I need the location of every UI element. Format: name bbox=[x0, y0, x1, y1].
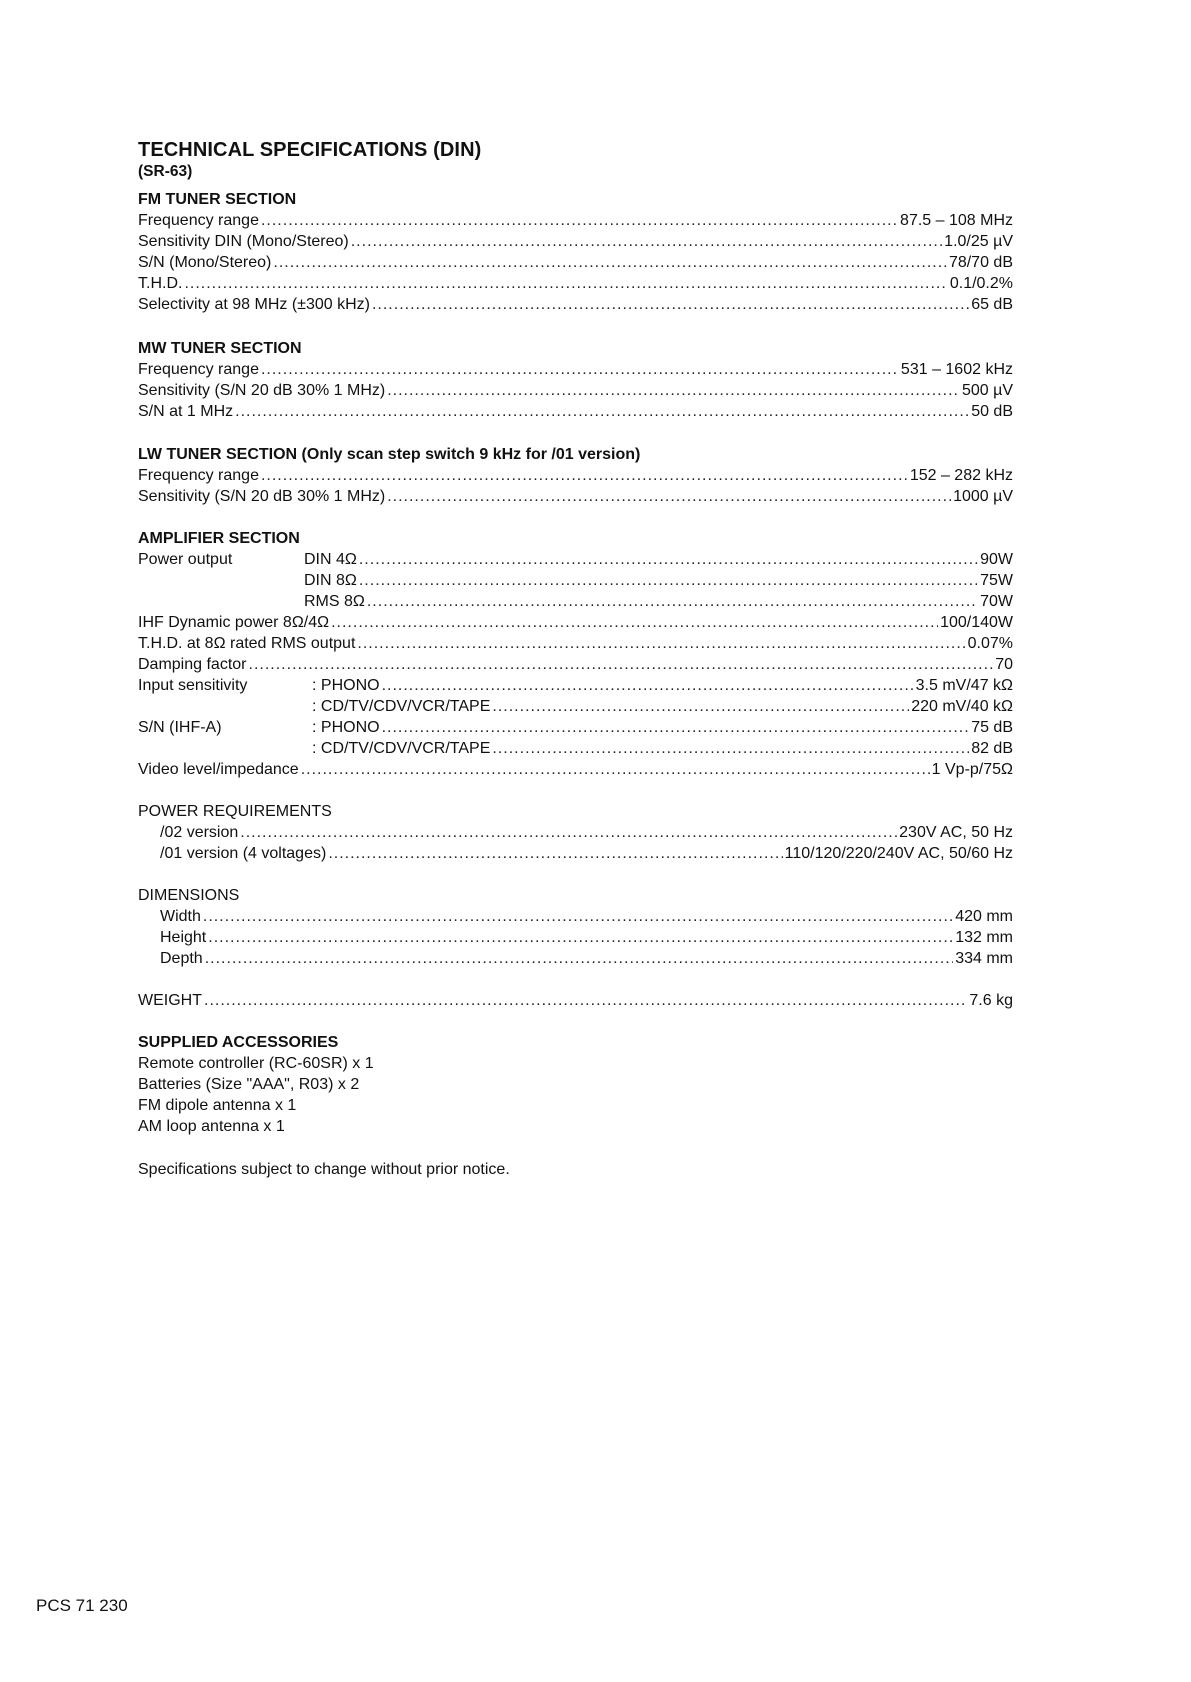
spec-row bbox=[138, 570, 1013, 591]
spec-row bbox=[138, 759, 1013, 780]
spec-row bbox=[138, 906, 1013, 927]
leader-dots bbox=[261, 210, 898, 231]
spec-label: Frequency range bbox=[138, 361, 259, 378]
spec-value: 220 mV/40 kΩ bbox=[911, 698, 1013, 715]
input-sensitivity-label: Input sensitivity bbox=[138, 677, 248, 694]
spec-value: 82 dB bbox=[971, 740, 1013, 757]
amplifier-section bbox=[138, 528, 1013, 780]
spec-value: 70W bbox=[980, 593, 1013, 610]
spec-value: 7.6 kg bbox=[969, 992, 1013, 1009]
spec-label: DIN 8Ω bbox=[304, 572, 357, 589]
leader-dots bbox=[249, 654, 994, 675]
spec-value: 132 mm bbox=[955, 929, 1013, 946]
spec-row bbox=[138, 359, 1013, 380]
spec-row bbox=[138, 294, 1013, 315]
spec-label: Width bbox=[160, 908, 201, 925]
leader-dots bbox=[235, 401, 969, 422]
spec-row bbox=[138, 990, 1013, 1011]
power-output-label: Power output bbox=[138, 551, 233, 568]
accessories-section bbox=[138, 1032, 1013, 1137]
spec-value: 87.5 – 108 MHz bbox=[900, 212, 1013, 229]
spec-label: Sensitivity (S/N 20 dB 30% 1 MHz) bbox=[138, 382, 386, 399]
spec-label: RMS 8Ω bbox=[304, 593, 365, 610]
leader-dots bbox=[273, 252, 947, 273]
leader-dots bbox=[205, 948, 954, 969]
leader-dots bbox=[367, 591, 978, 612]
page-title: TECHNICAL SPECIFICATIONS (DIN) bbox=[138, 139, 482, 161]
spec-label: Frequency range bbox=[138, 467, 259, 484]
spec-row bbox=[138, 380, 1013, 401]
fm-tuner-section bbox=[138, 189, 1013, 315]
leader-dots bbox=[261, 465, 908, 486]
spec-row bbox=[138, 717, 1013, 738]
spec-value: 75 dB bbox=[971, 719, 1013, 736]
accessory-item: FM dipole antenna x 1 bbox=[138, 1097, 297, 1114]
spec-value: 110/120/220/240V AC, 50/60 Hz bbox=[784, 845, 1013, 862]
section-heading: DIMENSIONS bbox=[138, 887, 240, 904]
spec-label: Sensitivity DIN (Mono/Stereo) bbox=[138, 233, 349, 250]
spec-value: 78/70 dB bbox=[948, 254, 1013, 271]
spec-label: Video level/impedance bbox=[138, 761, 299, 778]
notice-block bbox=[138, 1159, 1013, 1180]
section-heading: MW TUNER SECTION bbox=[138, 340, 302, 357]
spec-row bbox=[138, 633, 1013, 654]
spec-row bbox=[138, 696, 1013, 717]
spec-value: 420 mm bbox=[955, 908, 1013, 925]
spec-value: 500 µV bbox=[961, 382, 1013, 399]
leader-dots bbox=[204, 990, 967, 1011]
spec-row bbox=[138, 273, 1013, 294]
spec-value: 0.07% bbox=[967, 635, 1013, 652]
spec-row bbox=[138, 654, 1013, 675]
spec-row bbox=[138, 927, 1013, 948]
spec-value: 531 – 1602 kHz bbox=[900, 361, 1013, 378]
leader-dots bbox=[301, 759, 930, 780]
leader-dots bbox=[240, 822, 897, 843]
section-heading: LW TUNER SECTION (Only scan step switch 9 kHz for /01 version) bbox=[138, 446, 641, 463]
spec-label: Depth bbox=[160, 950, 203, 967]
spec-value: 0.1/0.2% bbox=[949, 275, 1013, 292]
spec-value: 90W bbox=[980, 551, 1013, 568]
leader-dots bbox=[382, 675, 914, 696]
section-heading: SUPPLIED ACCESSORIES bbox=[138, 1034, 339, 1051]
spec-value: 334 mm bbox=[955, 950, 1013, 967]
mw-tuner-section bbox=[138, 338, 1013, 422]
section-heading: AMPLIFIER SECTION bbox=[138, 530, 300, 547]
spec-label: T.H.D. bbox=[138, 275, 183, 292]
model-number: (SR-63) bbox=[138, 163, 193, 180]
leader-dots bbox=[203, 906, 953, 927]
section-heading: POWER REQUIREMENTS bbox=[138, 803, 332, 820]
spec-label: WEIGHT bbox=[138, 992, 202, 1009]
spec-label: : CD/TV/CDV/VCR/TAPE bbox=[312, 740, 491, 757]
leader-dots bbox=[359, 570, 978, 591]
spec-value: 1.0/25 µV bbox=[944, 233, 1013, 250]
spec-value: 3.5 mV/47 kΩ bbox=[915, 677, 1013, 694]
spec-label: Sensitivity (S/N 20 dB 30% 1 MHz) bbox=[138, 488, 386, 505]
spec-value: 1 Vp-p/75Ω bbox=[931, 761, 1013, 778]
section-heading: FM TUNER SECTION bbox=[138, 191, 297, 208]
leader-dots bbox=[351, 231, 942, 252]
spec-label: /01 version (4 voltages) bbox=[160, 845, 327, 862]
spec-row bbox=[138, 591, 1013, 612]
document-code: PCS 71 230 bbox=[36, 1596, 128, 1615]
power-requirements-section bbox=[138, 801, 1013, 864]
spec-row bbox=[138, 252, 1013, 273]
spec-label: S/N at 1 MHz bbox=[138, 403, 234, 420]
leader-dots bbox=[492, 738, 969, 759]
spec-row bbox=[138, 210, 1013, 231]
spec-label: : PHONO bbox=[312, 719, 380, 736]
spec-row bbox=[138, 549, 1013, 570]
leader-dots bbox=[387, 380, 960, 401]
dimensions-section bbox=[138, 885, 1013, 969]
spec-row bbox=[138, 465, 1013, 486]
leader-dots bbox=[261, 359, 899, 380]
spec-value: 70 bbox=[995, 656, 1013, 673]
leader-dots bbox=[328, 843, 782, 864]
spec-row bbox=[138, 738, 1013, 759]
spec-row bbox=[138, 401, 1013, 422]
title-block bbox=[138, 138, 1013, 182]
spec-row bbox=[138, 843, 1013, 864]
spec-row bbox=[138, 486, 1013, 507]
spec-label: : CD/TV/CDV/VCR/TAPE bbox=[312, 698, 491, 715]
spec-value: 230V AC, 50 Hz bbox=[899, 824, 1013, 841]
leader-dots bbox=[382, 717, 970, 738]
spec-label: DIN 4Ω bbox=[304, 551, 357, 568]
leader-dots bbox=[357, 633, 965, 654]
weight-section bbox=[138, 990, 1013, 1011]
spec-label: Damping factor bbox=[138, 656, 247, 673]
spec-value: 100/140W bbox=[940, 614, 1013, 631]
spec-row bbox=[138, 675, 1013, 696]
leader-dots bbox=[387, 486, 951, 507]
accessory-item: Batteries (Size "AAA", R03) x 2 bbox=[138, 1076, 360, 1093]
spec-label: S/N (Mono/Stereo) bbox=[138, 254, 272, 271]
leader-dots bbox=[492, 696, 909, 717]
spec-row bbox=[138, 822, 1013, 843]
leader-dots bbox=[359, 549, 978, 570]
leader-dots bbox=[331, 612, 938, 633]
spec-label: T.H.D. at 8Ω rated RMS output bbox=[138, 635, 356, 652]
leader-dots bbox=[184, 273, 947, 294]
spec-value: 152 – 282 kHz bbox=[909, 467, 1013, 484]
spec-row bbox=[138, 231, 1013, 252]
spec-row bbox=[138, 612, 1013, 633]
leader-dots bbox=[208, 927, 953, 948]
spec-label: IHF Dynamic power 8Ω/4Ω bbox=[138, 614, 330, 631]
spec-value: 75W bbox=[980, 572, 1013, 589]
accessory-item: AM loop antenna x 1 bbox=[138, 1118, 285, 1135]
specifications-notice: Specifications subject to change without prior notice. bbox=[138, 1161, 510, 1178]
signal-noise-label: S/N (IHF-A) bbox=[138, 719, 222, 736]
leader-dots bbox=[372, 294, 969, 315]
spec-row bbox=[138, 948, 1013, 969]
spec-value: 50 dB bbox=[971, 403, 1013, 420]
spec-label: : PHONO bbox=[312, 677, 380, 694]
spec-value: 1000 µV bbox=[953, 488, 1013, 505]
lw-tuner-section bbox=[138, 444, 1013, 507]
spec-value: 65 dB bbox=[971, 296, 1013, 313]
spec-label: Height bbox=[160, 929, 207, 946]
spec-label: Selectivity at 98 MHz (±300 kHz) bbox=[138, 296, 370, 313]
accessory-item: Remote controller (RC-60SR) x 1 bbox=[138, 1055, 374, 1072]
spec-label: /02 version bbox=[160, 824, 239, 841]
spec-label: Frequency range bbox=[138, 212, 259, 229]
